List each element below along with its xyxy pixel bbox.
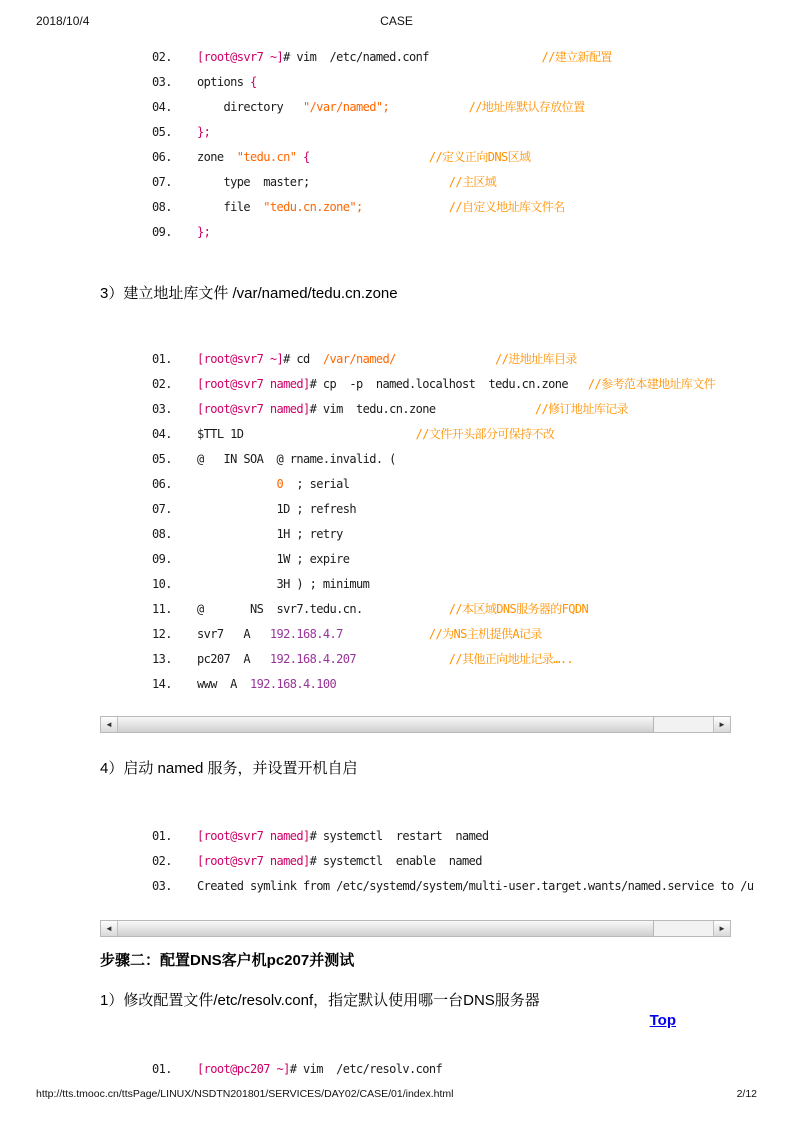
line-number: 07.: [152, 174, 172, 189]
code-block-zone-records: [152, 346, 731, 696]
code-text: www A 192.168.4.100: [197, 676, 337, 691]
code-text: zone "tedu.cn" { //定义正向DNS区域: [197, 150, 531, 164]
code-text: 1H ; retry: [197, 526, 343, 541]
step-two-heading: 步骤二：配置DNS客户机pc207并测试: [100, 952, 355, 969]
code-text: };: [197, 224, 211, 239]
header-title: CASE: [380, 14, 413, 28]
code-text: @ IN SOA @ rname.invalid. (: [197, 451, 396, 466]
header-date: 2018/10/4: [36, 14, 90, 28]
right-arrow-icon: ►: [718, 719, 726, 729]
horizontal-scrollbar[interactable]: [100, 716, 731, 733]
line-number: 08.: [152, 526, 172, 541]
footer-page-number: 2/12: [736, 1088, 757, 1100]
code-line: [152, 496, 731, 521]
code-line: [152, 873, 754, 898]
code-line: [152, 94, 731, 119]
scrollbar-track[interactable]: [118, 921, 713, 936]
line-number: 02.: [152, 376, 172, 391]
code-line: [152, 169, 731, 194]
scrollbar-thumb[interactable]: [118, 717, 654, 732]
code-text: type master; //主区域: [197, 175, 497, 189]
code-text: [root@pc207 ~]# vim /etc/resolv.conf: [197, 1061, 443, 1076]
code-text: @ NS svr7.tedu.cn. //本区域DNS服务器的FQDN: [197, 602, 589, 616]
code-line: [152, 823, 731, 848]
code-line: [152, 44, 731, 69]
code-block-named-conf: [152, 44, 731, 244]
footer-url: http://tts.tmooc.cn/ttsPage/LINUX/NSDTN201801/SERVICES/DAY02/CASE/01/index.html: [36, 1088, 454, 1100]
code-text: pc207 A 192.168.4.207 //其他正向地址记录…..: [197, 652, 574, 666]
code-line: [152, 621, 731, 646]
code-line: [152, 446, 731, 471]
code-text: 3H ) ; minimum: [197, 576, 370, 591]
horizontal-scrollbar[interactable]: [100, 920, 731, 937]
code-text: Created symlink from /etc/systemd/system/multi-user.target.wants/named.service to /u: [197, 878, 754, 893]
line-number: 13.: [152, 651, 172, 666]
code-text: [root@svr7 named]# vim tedu.cn.zone //修订地址库记录: [197, 402, 628, 416]
section-heading-zone-file: 3）建立地址库文件 /var/named/tedu.cn.zone: [100, 285, 398, 302]
code-text: 1W ; expire: [197, 551, 350, 566]
line-number: 08.: [152, 199, 172, 214]
code-text: 0 ; serial: [276, 476, 350, 491]
code-line: [152, 69, 731, 94]
line-number: 04.: [152, 99, 172, 114]
code-text: svr7 A 192.168.4.7 //为NS主机提供A记录: [197, 627, 542, 641]
code-line: [152, 371, 731, 396]
code-text: $TTL 1D //文件开头部分可保持不改: [197, 427, 555, 441]
code-line: [152, 1056, 731, 1081]
line-number: 06.: [152, 476, 172, 491]
code-line: [152, 646, 731, 671]
line-number: 11.: [152, 601, 172, 616]
line-number: 01.: [152, 351, 172, 366]
line-number: 09.: [152, 224, 172, 239]
line-number: 07.: [152, 501, 172, 516]
line-number: 01.: [152, 828, 172, 843]
scrollbar-thumb[interactable]: [118, 921, 654, 936]
line-number: 03.: [152, 401, 172, 416]
step-two-subtext: 1）修改配置文件/etc/resolv.conf，指定默认使用哪一台DNS服务器: [100, 992, 540, 1009]
code-line: [152, 671, 731, 696]
scrollbar-track[interactable]: [118, 717, 713, 732]
line-number: 12.: [152, 626, 172, 641]
left-arrow-icon: ◄: [105, 719, 113, 729]
scroll-left-button[interactable]: [101, 921, 118, 936]
code-line: [152, 119, 731, 144]
line-number: 10.: [152, 576, 172, 591]
line-number: 14.: [152, 676, 172, 691]
code-text: directory "/var/named"; //地址库默认存放位置: [197, 100, 585, 114]
code-line: [152, 346, 731, 371]
code-text: [root@svr7 ~]# cd /var/named/ //进地址库目录: [197, 352, 577, 366]
page-footer: [36, 1088, 757, 1100]
top-link[interactable]: Top: [649, 1012, 676, 1029]
code-line: [152, 194, 731, 219]
right-arrow-icon: ►: [718, 923, 726, 933]
line-number: 02.: [152, 49, 172, 64]
code-line: [152, 471, 731, 496]
code-text: [root@svr7 ~]# vim /etc/named.conf //建立新配置: [197, 50, 612, 64]
code-text: options {: [197, 74, 257, 89]
code-text: [root@svr7 named]# systemctl enable named: [197, 853, 482, 868]
code-block-systemctl: [152, 823, 754, 898]
code-text: 1D ; refresh: [197, 501, 356, 516]
content: [100, 40, 754, 1081]
code-text: };: [197, 124, 211, 139]
line-number: 03.: [152, 878, 172, 893]
scroll-left-button[interactable]: [101, 717, 118, 732]
left-arrow-icon: ◄: [105, 923, 113, 933]
code-block-resolv-conf: [152, 1056, 731, 1081]
scroll-right-button[interactable]: [713, 921, 730, 936]
top-link-row: [100, 1012, 731, 1032]
code-text: [root@svr7 named]# systemctl restart named: [197, 828, 489, 843]
line-number: 09.: [152, 551, 172, 566]
code-text: file "tedu.cn.zone"; //自定义地址库文件名: [197, 200, 565, 214]
code-line: [152, 521, 731, 546]
line-number: 01.: [152, 1061, 172, 1076]
code-line: [152, 546, 731, 571]
page-header: [36, 14, 757, 30]
section-heading-start-named: 4）启动 named 服务，并设置开机自启: [100, 760, 358, 777]
line-number: 05.: [152, 451, 172, 466]
line-number: 03.: [152, 74, 172, 89]
line-number: 06.: [152, 149, 172, 164]
line-number: 02.: [152, 853, 172, 868]
code-text: [root@svr7 named]# cp -p named.localhost tedu.cn.zone //参考范本建地址库文件: [197, 377, 716, 391]
code-line: [152, 421, 731, 446]
code-line: [152, 596, 731, 621]
code-line: [152, 219, 731, 244]
scroll-right-button[interactable]: [713, 717, 730, 732]
line-number: 05.: [152, 124, 172, 139]
code-line: [152, 848, 731, 873]
code-line: [152, 144, 731, 169]
line-number: 04.: [152, 426, 172, 441]
code-line: [152, 571, 731, 596]
code-line: [152, 396, 731, 421]
